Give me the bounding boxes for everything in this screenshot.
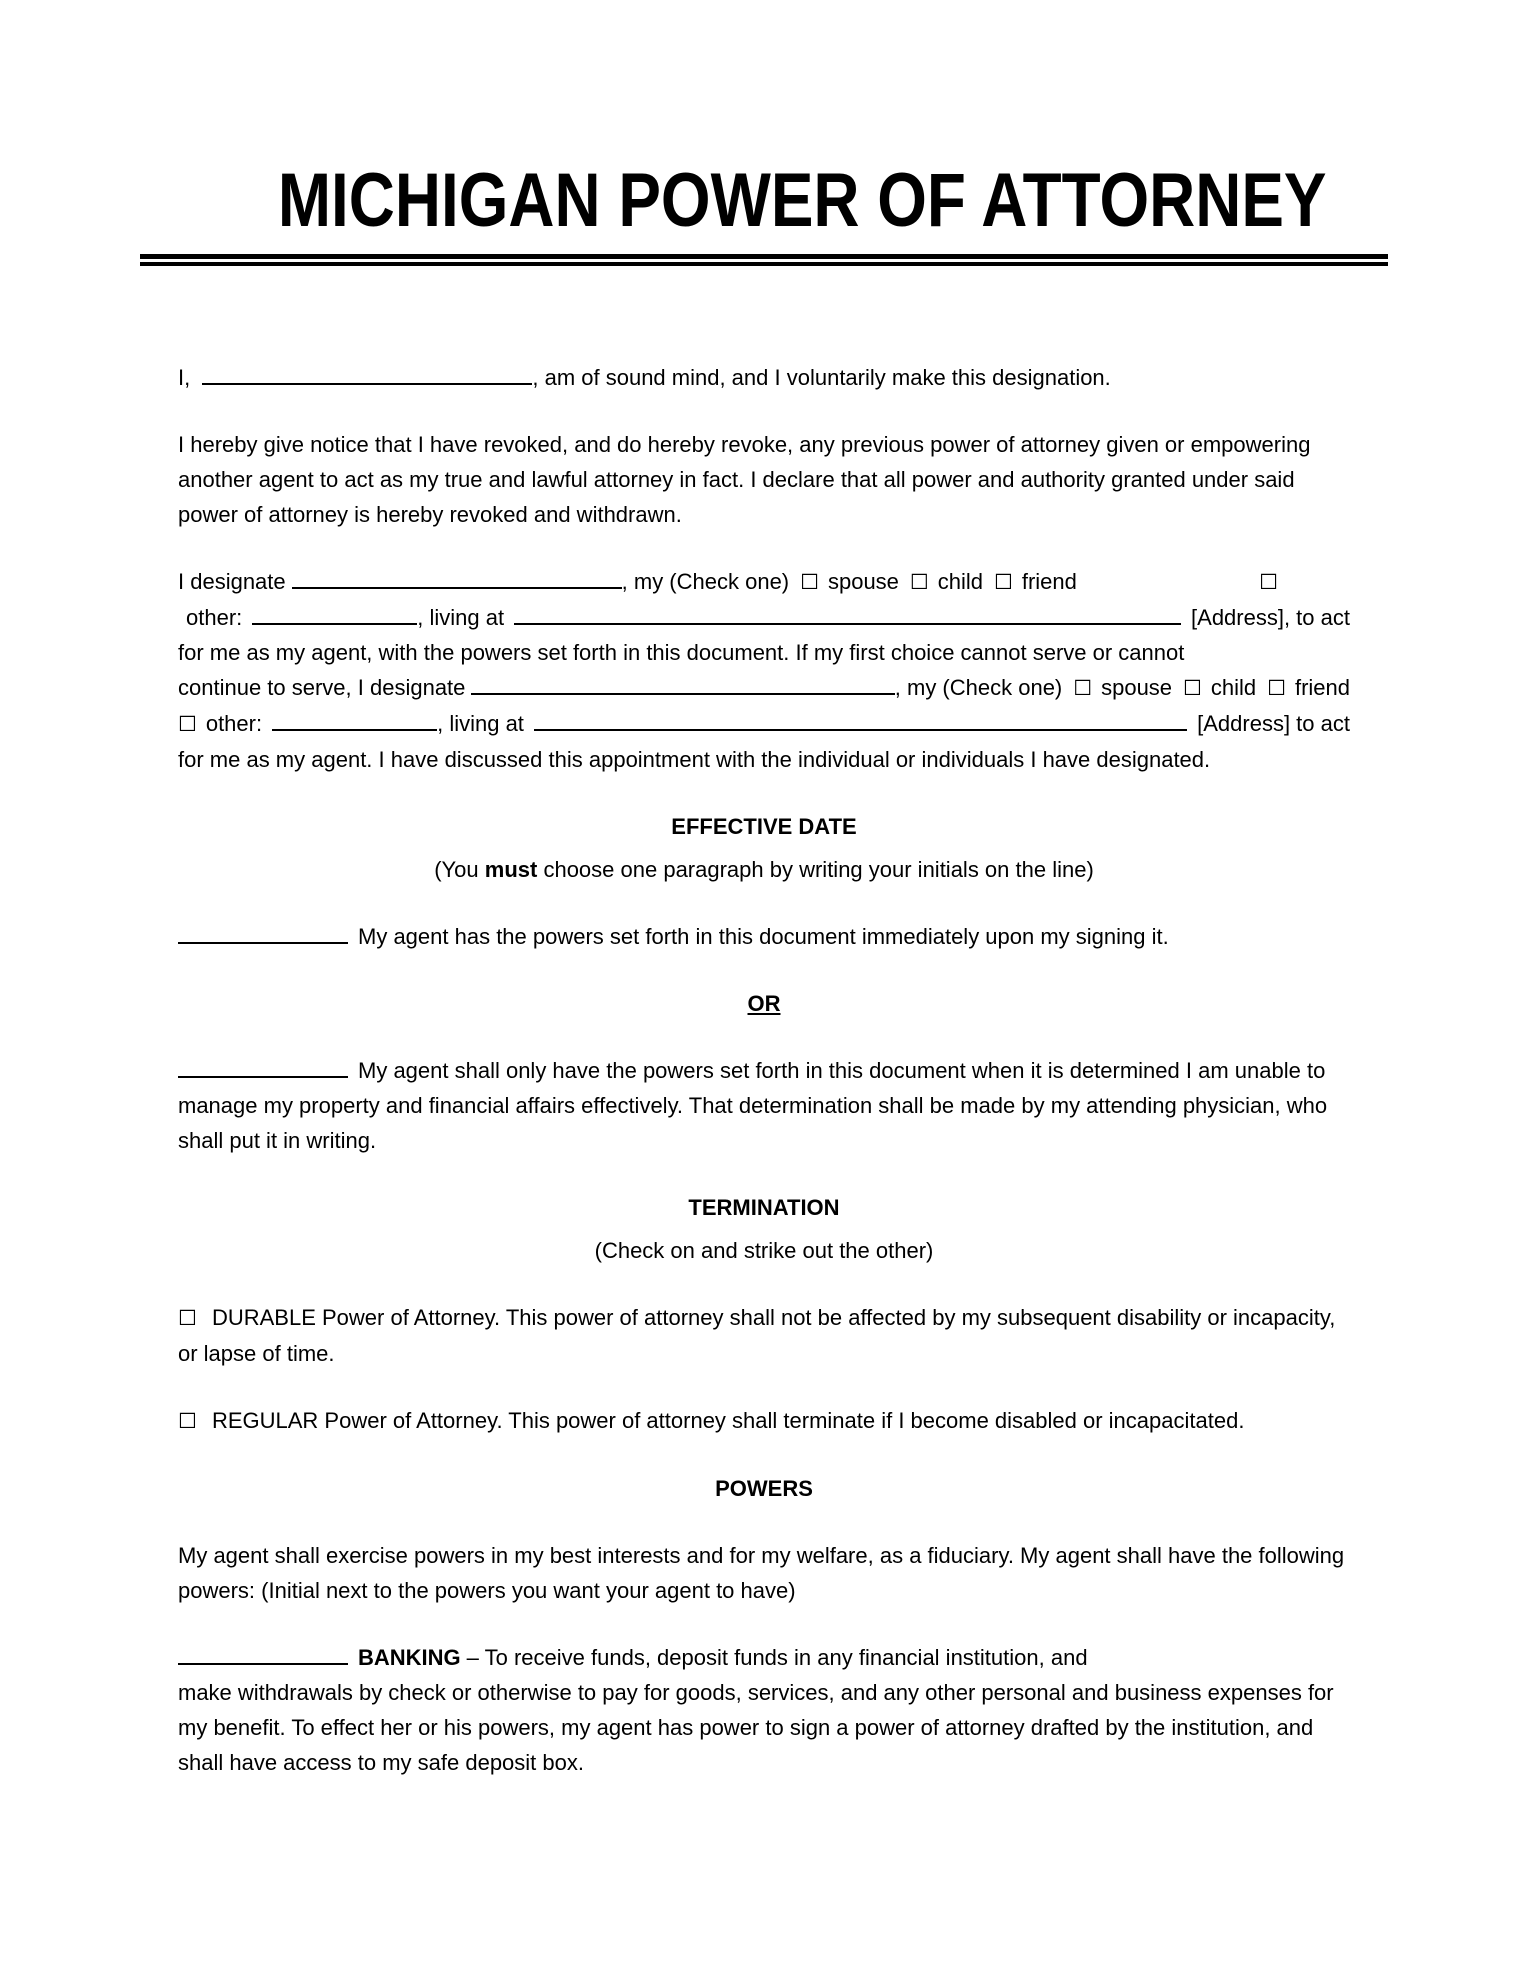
living-at-label: , living at	[417, 605, 505, 630]
effective-date-heading: EFFECTIVE DATE	[671, 814, 857, 839]
child-label: child	[937, 569, 983, 594]
spouse-checkbox[interactable]: ☐	[800, 570, 819, 594]
termination-subheading: (Check on and strike out the other)	[594, 1238, 934, 1263]
successor-check-one-label: , my (Check one)	[894, 675, 1063, 700]
banking-label: BANKING	[358, 1645, 461, 1670]
designation-line-3: for me as my agent, with the powers set forth in this document. If my first choice cannot serve or cannot	[178, 640, 1185, 665]
successor-address-blank[interactable]	[534, 711, 1187, 731]
successor-friend-checkbox[interactable]: ☐	[1267, 676, 1286, 700]
document-title	[178, 160, 1350, 242]
successor-other-label: other:	[205, 711, 263, 736]
successor-pre: continue to serve, I designate	[178, 675, 466, 700]
regular-text: REGULAR Power of Attorney. This power of attorney shall terminate if I become disabled or incapacitated.	[211, 1408, 1245, 1433]
incapacity-option-text: My agent shall only have the powers set forth in this document when it is determined I am unable to manage my property and financial affairs effectively. That determination shall be made by my attending physician, who shall put it in writing.	[178, 1058, 1328, 1153]
revocation-text: I hereby give notice that I have revoked, and do hereby revoke, any previous power of attorney given or empowering another agent to act as my true and lawful attorney in fact. I declare that all power and authority granted under said power of attorney is hereby revoked and withdrawn.	[178, 432, 1311, 527]
intro-paragraph	[178, 360, 1350, 395]
banking-rest-text: make withdrawals by check or otherwise to pay for goods, services, and any other personal and business expenses for my benefit. To effect her or his powers, my agent has power to sign a power of attorney drafted by the institution, and shall have access to my safe deposit box.	[178, 1680, 1334, 1775]
durable-text: DURABLE Power of Attorney. This power of attorney shall not be affected by my subsequent disability or incapacity, or lapse of time.	[178, 1305, 1336, 1366]
principal-name-blank[interactable]	[202, 365, 532, 385]
durable-paragraph	[178, 1300, 1350, 1371]
successor-child-label: child	[1210, 675, 1257, 700]
incapacity-initials-blank[interactable]	[178, 1058, 348, 1078]
agent-address-blank[interactable]	[514, 605, 1181, 625]
subheading-must: must	[484, 857, 538, 882]
successor-child-checkbox[interactable]: ☐	[1183, 676, 1202, 700]
other-relation-blank[interactable]	[252, 605, 417, 625]
or-separator	[178, 986, 1350, 1021]
friend-label: friend	[1021, 569, 1077, 594]
successor-friend-label: friend	[1294, 675, 1350, 700]
successor-spouse-checkbox[interactable]: ☐	[1073, 676, 1093, 700]
spouse-label: spouse	[827, 569, 899, 594]
powers-heading: POWERS	[715, 1476, 813, 1501]
successor-spouse-label: spouse	[1101, 675, 1173, 700]
successor-other-relation-blank[interactable]	[272, 711, 437, 731]
successor-name-blank[interactable]	[471, 675, 894, 695]
intro-pre: I,	[178, 365, 191, 390]
designation-line-5	[178, 706, 1350, 742]
designate-pre: I designate	[178, 569, 286, 594]
banking-paragraph	[178, 1640, 1350, 1780]
agent-name-blank[interactable]	[292, 569, 622, 589]
subheading-pre: (You	[434, 857, 485, 882]
child-checkbox[interactable]: ☐	[909, 570, 929, 594]
address-tag: [Address], to act	[1191, 605, 1350, 630]
banking-initials-blank[interactable]	[178, 1645, 348, 1665]
powers-intro-paragraph: My agent shall exercise powers in my best interests and for my welfare, as a fiduciary. My agent shall have the following powers: (Initial next to the powers you want your agent to have)	[178, 1543, 1345, 1603]
successor-other-checkbox[interactable]: ☐	[178, 712, 197, 736]
or-label: OR	[747, 991, 781, 1016]
immediate-option-text: My agent has the powers set forth in this document immediately upon my signing it.	[358, 924, 1169, 949]
check-one-label: , my (Check one)	[621, 569, 790, 594]
regular-checkbox[interactable]: ☐	[178, 1409, 197, 1433]
effective-option-incapacity	[178, 1053, 1350, 1158]
banking-line-1	[178, 1640, 1350, 1675]
designation-line-4	[178, 670, 1350, 706]
designation-line-2	[178, 600, 1350, 635]
friend-checkbox[interactable]: ☐	[994, 570, 1013, 594]
regular-paragraph	[178, 1403, 1350, 1439]
title-underline	[140, 254, 1388, 266]
other-checkbox[interactable]: ☐	[1259, 570, 1278, 594]
banking-line1-text: – To receive funds, deposit funds in any financial institution, and	[466, 1645, 1088, 1670]
successor-address-tag: [Address] to act	[1197, 711, 1350, 736]
termination-heading: TERMINATION	[688, 1195, 840, 1220]
document-title-text: MICHIGAN POWER OF ATTORNEY	[277, 158, 1327, 243]
revocation-paragraph	[178, 427, 1350, 532]
successor-living-at-label: , living at	[437, 711, 524, 736]
subheading-post: choose one paragraph by writing your initials on the line)	[537, 857, 1094, 882]
designation-paragraph	[178, 564, 1350, 777]
intro-post: , am of sound mind, and I voluntarily make this designation.	[532, 365, 1111, 390]
effective-date-subheading	[178, 852, 1350, 887]
designation-line-6: for me as my agent. I have discussed this appointment with the individual or individuals I have designated.	[178, 747, 1211, 772]
immediate-initials-blank[interactable]	[178, 924, 348, 944]
other-label: other:	[186, 605, 243, 630]
designation-line-1	[178, 564, 1350, 600]
durable-checkbox[interactable]: ☐	[178, 1306, 197, 1330]
effective-option-immediate	[178, 919, 1350, 954]
